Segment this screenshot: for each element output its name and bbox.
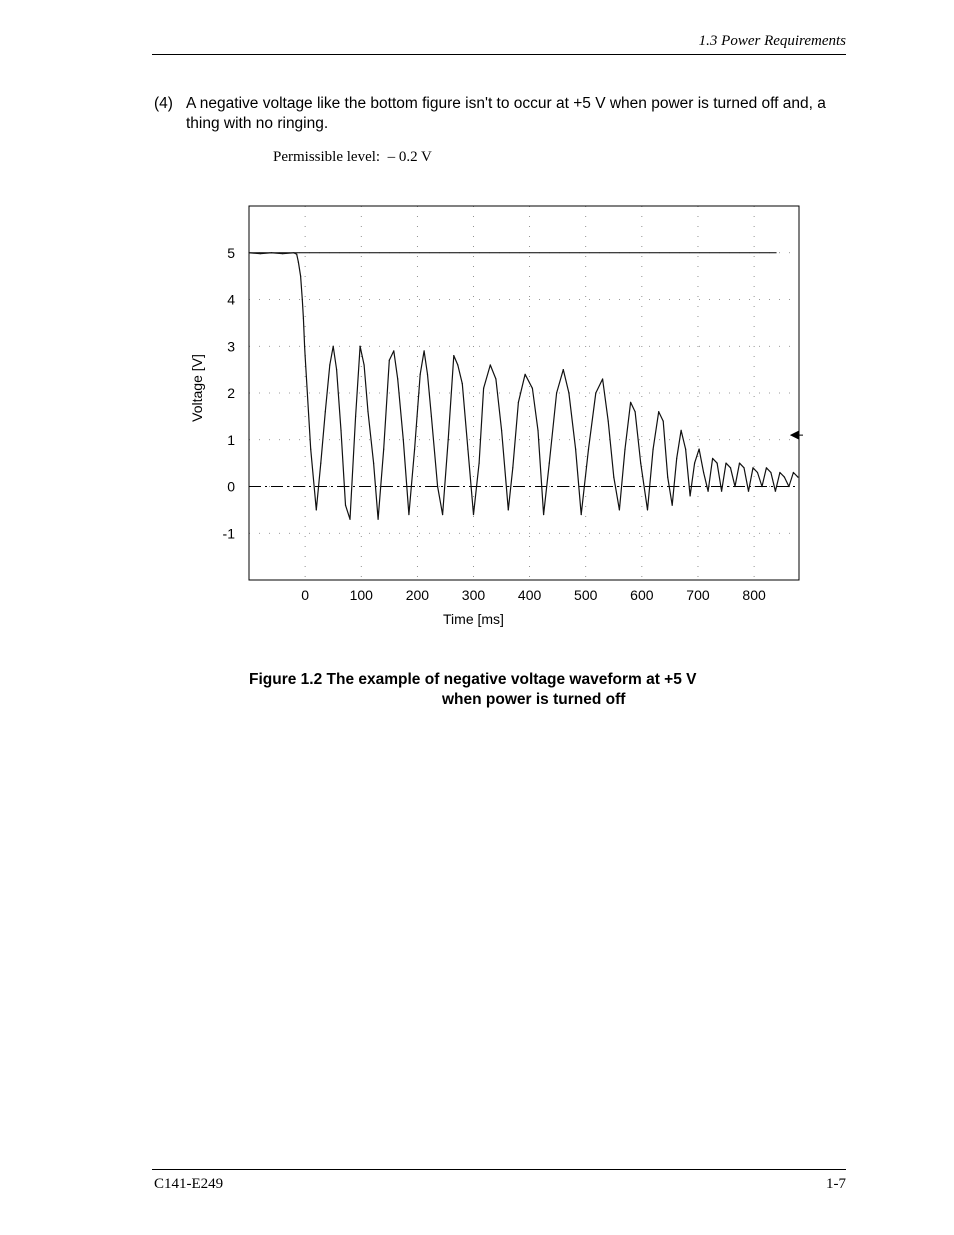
waveform-point [672, 505, 673, 506]
waveform-point [761, 486, 762, 487]
waveform-point [479, 463, 480, 464]
waveform-point [757, 472, 758, 473]
waveform-point [397, 378, 398, 379]
running-header: 1.3 Power Requirements [698, 33, 846, 49]
waveform-point [427, 374, 428, 375]
waveform-point [624, 449, 625, 450]
waveform-point [543, 514, 544, 515]
waveform-point [303, 318, 304, 319]
waveform-point [685, 449, 686, 450]
waveform-point [734, 486, 735, 487]
x-tick-label: 800 [742, 587, 766, 603]
waveform-point [721, 491, 722, 492]
waveform-point [748, 491, 749, 492]
waveform-point [518, 402, 519, 403]
x-tick-label: 600 [630, 587, 654, 603]
chart-svg [180, 198, 820, 638]
waveform-point [408, 514, 409, 515]
waveform-point [473, 514, 474, 515]
x-tick-label: 500 [574, 587, 598, 603]
waveform-point [784, 477, 785, 478]
waveform-point [549, 463, 550, 464]
waveform-point [556, 392, 557, 393]
plot-frame [249, 206, 799, 580]
waveform-point [663, 420, 664, 421]
x-tick-label: 300 [461, 587, 486, 603]
waveform-point [652, 449, 653, 450]
y-tick-label: 4 [227, 291, 235, 308]
waveform-point [608, 420, 609, 421]
waveform-point [681, 430, 682, 431]
waveform-point [699, 449, 700, 450]
waveform-point [373, 463, 374, 464]
waveform-point [483, 388, 484, 389]
waveform-point [658, 411, 659, 412]
waveform-point [302, 299, 303, 300]
waveform-point [707, 491, 708, 492]
voltage-chart [180, 198, 820, 638]
waveform-point [770, 472, 771, 473]
x-axis-title: Time [ms] [443, 611, 504, 627]
waveform-point [333, 346, 334, 347]
waveform-point [367, 411, 368, 412]
waveform-point [501, 430, 502, 431]
waveform-point [508, 509, 509, 510]
waveform-point [739, 463, 740, 464]
x-tick-label: 100 [349, 587, 373, 603]
waveform-point [293, 252, 294, 253]
waveform-point [575, 449, 576, 450]
x-tick-label: 400 [517, 587, 542, 603]
waveform-point [377, 519, 378, 520]
waveform-point [393, 350, 394, 351]
waveform-point [340, 430, 341, 431]
waveform-point [676, 458, 677, 459]
waveform-point [296, 254, 297, 255]
waveform-point [779, 472, 780, 473]
waveform-point [766, 467, 767, 468]
waveform-point [360, 346, 361, 347]
item-number: (4) [154, 95, 173, 112]
y-axis-title: Voltage [V] [189, 354, 205, 422]
waveform-point [495, 378, 496, 379]
header-rule [152, 54, 846, 55]
waveform-point [640, 463, 641, 464]
waveform-point [298, 262, 299, 263]
waveform-point [363, 364, 364, 365]
page-number: 1-7 [826, 1176, 846, 1192]
waveform-point [355, 416, 356, 417]
waveform-point [260, 253, 261, 254]
waveform-point [329, 364, 330, 365]
caption-line-1: Figure 1.2 The example of negative voltage waveform at +5 V [249, 671, 697, 688]
waveform-point [712, 458, 713, 459]
waveform-point [414, 449, 415, 450]
waveform-point [537, 430, 538, 431]
waveform-point [775, 491, 776, 492]
x-tick-label: 700 [686, 587, 710, 603]
waveform-point [730, 467, 731, 468]
waveform-point [716, 463, 717, 464]
waveform-point [316, 509, 317, 510]
waveform-point [325, 411, 326, 412]
waveform-point [453, 355, 454, 356]
footer-rule [152, 1169, 846, 1170]
y-tick-label: -1 [222, 525, 235, 542]
waveform-point [532, 388, 533, 389]
waveform-point [310, 449, 311, 450]
item-text: A negative voltage like the bottom figure isn't to occur at +5 V when power is turned off and, a thing with no ringing. [186, 95, 826, 132]
waveform-point [793, 472, 794, 473]
document-id: C141-E249 [154, 1176, 224, 1192]
waveform-point [568, 392, 569, 393]
waveform-point [525, 374, 526, 375]
waveform-point [304, 346, 305, 347]
waveform-point [752, 467, 753, 468]
waveform-point [602, 378, 603, 379]
waveform-point [694, 463, 695, 464]
waveform-point [743, 467, 744, 468]
figure-caption [249, 670, 697, 710]
y-tick-label: 5 [227, 244, 235, 261]
waveform-point [462, 383, 463, 384]
waveform-point [349, 519, 350, 520]
waveform-point [389, 360, 390, 361]
y-tick-label: 2 [227, 385, 235, 401]
waveform-point [248, 252, 249, 253]
y-tick-label: 0 [227, 478, 235, 495]
waveform-point [320, 463, 321, 464]
waveform-point [595, 392, 596, 393]
waveform-point [282, 253, 283, 254]
waveform-point [635, 411, 636, 412]
caption-line-2: when power is turned off [442, 691, 626, 708]
y-tick-label: 3 [227, 338, 235, 355]
waveform-point [588, 449, 589, 450]
waveform-point [630, 402, 631, 403]
waveform-point [448, 439, 449, 440]
waveform-point [490, 364, 491, 365]
waveform-line [249, 253, 798, 519]
waveform-point [271, 252, 272, 253]
waveform-point [667, 477, 668, 478]
waveform-point [647, 509, 648, 510]
waveform-point [437, 486, 438, 487]
waveform-point [457, 364, 458, 365]
waveform-point [424, 350, 425, 351]
waveform-point [690, 495, 691, 496]
waveform-point [563, 369, 564, 370]
permissible-level: Permissible level: – 0.2 V [273, 149, 432, 165]
y-tick-label: 1 [227, 431, 235, 448]
x-tick-label: 0 [301, 587, 310, 603]
waveform-point [581, 514, 582, 515]
waveform-point [788, 486, 789, 487]
waveform-point [613, 477, 614, 478]
waveform-point [420, 374, 421, 375]
waveform-point [442, 514, 443, 515]
waveform-point [703, 472, 704, 473]
waveform-point [725, 463, 726, 464]
trigger-level-arrow-icon [791, 431, 803, 439]
waveform-point [345, 505, 346, 506]
waveform-point [619, 509, 620, 510]
waveform-point [512, 467, 513, 468]
waveform-point [403, 439, 404, 440]
waveform-point [336, 369, 337, 370]
waveform-point [300, 276, 301, 277]
waveform-point [383, 449, 384, 450]
waveform-point [431, 416, 432, 417]
waveform-point [797, 477, 798, 478]
waveform-point [305, 355, 306, 356]
x-tick-label: 200 [405, 587, 430, 603]
waveform-point [467, 449, 468, 450]
